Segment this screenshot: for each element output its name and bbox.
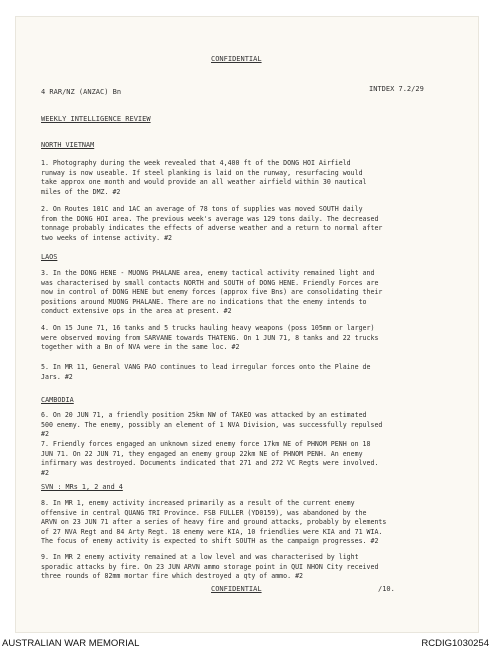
index-reference: INTDEX 7.2/29: [369, 85, 424, 93]
paragraph-3: 3. In the DONG HENE - MUONG PHALANE area, enemy tactical activity remained light and was characterised by small contacts NORTH and SOUTH of DONG HENE. Friendly Forces are now in control of DONG HENE but enemy forces (approx five Bns) are consolidating their positions around MUONG PHALANE. There are no indications that the enemy intends to conduct extensive ops in the area at present. #2: [41, 269, 383, 315]
classification-top: CONFIDENTIAL: [211, 55, 262, 63]
archive-footer: [0, 636, 491, 654]
paragraph-6: 6. On 20 JUN 71, a friendly position 25km NW of TAKEO was attacked by an estimated 500 enemy. The enemy, possibly an element of 1 NVA Division, was successfully repulsed #2: [41, 411, 383, 438]
paragraph-9: 9. In MR 2 enemy activity remained at a low level and was characterised by light sporadic attacks by fire. On 23 JUN ARVN ammo storage point in QUI NHON City received three rounds of 82mm mortar fire which destroyed a qty of ammo. #2: [41, 553, 379, 580]
archive-source: AUSTRALIAN WAR MEMORIAL: [2, 638, 140, 649]
document-page: [16, 17, 478, 632]
section-laos: LAOS: [41, 253, 58, 261]
paragraph-2: 2. On Routes 101C and 1AC an average of 78 tons of supplies was moved SOUTH daily from the DONG HOI area. The previous week's average was 129 tons daily. The decreased tonnage probably indicates the effects of adverse weather and a return to normal after two weeks of intense activity. #2: [41, 205, 383, 242]
paragraph-7: 7. Friendly forces engaged an unknown sized enemy force 17km NE of PHNOM PENH on 18 JUN 71. On 22 JUN 71, they engaged an enemy group 22km NE of PHNOM PENH. An enemy infirmary was destroyed. Documents indicated that 271 and 272 VC Regts were involved. #2: [41, 440, 379, 477]
section-north-vietnam: NORTH VIETNAM: [41, 141, 95, 149]
unit-designation: 4 RAR/NZ (ANZAC) Bn: [41, 88, 122, 96]
paragraph-8: 8. In MR 1, enemy activity increased primarily as a result of the current enemy offensive in central QUANG TRI Province. FSB FULLER (YD0159), was abandoned by the ARVN on 23 JUN 71 after a series of heavy fire and ground attacks, probably by elements of 27 NVA Regt and 84 Arty Regt. 18 enemy were KIA, 10 friendlies were KIA and 71 WIA. The focus of enemy activity is expected to shift SOUTH as the campaign progresses. #2: [41, 499, 387, 545]
paragraph-4: 4. On 15 June 71, 16 tanks and 5 trucks hauling heavy weapons (poss 105mm or larger) were observed moving from SARVANE towards THATENG. On 1 JUN 71, 8 tanks and 22 trucks together with a Bn of NVA were in the same loc. #2: [41, 324, 379, 351]
section-svn: SVN : MRs 1, 2 and 4: [41, 483, 123, 491]
document-title: WEEKLY INTELLIGENCE REVIEW: [41, 115, 151, 123]
paragraph-5: 5. In MR 11, General VANG PAO continues to lead irregular forces onto the Plaine de Jars. #2: [41, 363, 371, 381]
section-cambodia: CAMBODIA: [41, 396, 74, 404]
paragraph-1: 1. Photography during the week revealed that 4,400 ft of the DONG HOI Airfield runway is now useable. If steel planking is laid on the runway, resurfacing would take approx one month and would provide an all weather airfield within 30 nautical miles of the DMZ. #2: [41, 159, 367, 196]
archive-reference: RCDIG1030254: [421, 638, 489, 649]
page-continuation: /10.: [378, 585, 395, 593]
classification-bottom: CONFIDENTIAL: [211, 585, 262, 593]
